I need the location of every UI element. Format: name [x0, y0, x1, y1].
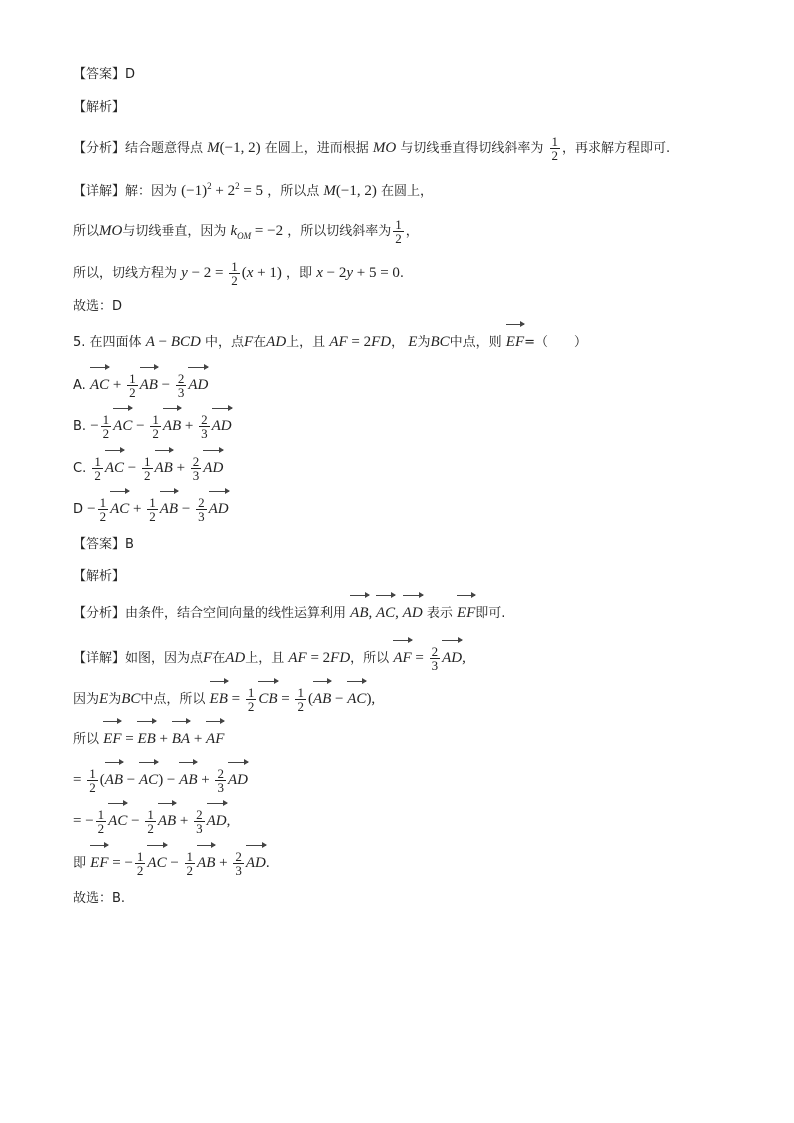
ef-sum-line: 所以 EF = EB + BA + AF [73, 730, 224, 749]
option-b-label: B. [73, 419, 87, 434]
q5-text-7: 中点，则 [449, 335, 502, 350]
fraction-half: $\frac{1}{2}$ [551, 134, 559, 163]
fenxi-line-1: 【分析】结合题意得点 M(−1, 2) 在圆上，进而根据 MO 与切线垂直得切线斜率为 $\frac{1}{2}$ ，再求解方程即可. [73, 134, 671, 163]
mo-line: 所以MO与切线垂直，因为 $k_{OM} = -2$ ，所以切线斜率为 $\frac{1}{2}$ ， [73, 217, 419, 246]
choose-line-1: 故选：D [73, 299, 123, 314]
option-a-label: A. [73, 378, 86, 393]
midpoint-text-3: 中点，所以 [140, 692, 206, 707]
tangent-line: 所以，切线方程为 y − 2 = $\frac{1}{2}$ (x + 1) ，即 x − 2y + 5 = 0. [73, 259, 405, 288]
answer-tag: 【答案】 [73, 537, 126, 552]
ef-step-2: = − $\frac{1}{2}$ AC − $\frac{1}{2}$ AB + $\frac{2}{3}$ AD, [73, 808, 230, 835]
question-5: 5. 在四面体 A − BCD 中，点F在AD上，且 AF = 2FD， E为BC中点，则 EF=（ ） [73, 333, 587, 352]
q5-text-5: ， [391, 335, 405, 350]
tangent-text-3: . [399, 266, 405, 281]
ef-step-1: = $\frac{1}{2}$ ( AB − AC) − AB + $\frac{2}{3}$ AD [73, 767, 248, 794]
fenxi-text-4: ，再求解方程即可. [562, 141, 671, 156]
analysis-heading-2 [73, 568, 125, 586]
option-a: A. AC + $\frac{1}{2}$ AB − $\frac{2}{3}$ AD [73, 372, 208, 399]
q5-text-4: 上，且 [286, 335, 326, 350]
math-sum-squares: $(-1)^2 + 2^2 = 5$ [181, 181, 264, 199]
fenxi-text-3: 与切线垂直得切线斜率为 [400, 141, 544, 156]
choose-line-2: 故选：B. [73, 891, 126, 906]
midpoint-text-1: 因为 [73, 692, 100, 707]
q5-text-8: =（ ） [524, 335, 588, 350]
xiangjie-text-2: ，所以点 [267, 184, 320, 199]
option-d: D − $\frac{1}{2}$ AC + $\frac{1}{2}$ AB − $\frac{2}{3}$ AD [73, 496, 229, 523]
fenxi2-text-1: 由条件，结合空间向量的线性运算利用 [125, 606, 347, 621]
mo-text-2: 与切线垂直，因为 [122, 224, 227, 239]
xiangjie-text-3: 在圆上， [380, 184, 433, 199]
tangent-text-2: ，即 [286, 266, 313, 281]
ji-text-1: 即 [73, 856, 87, 871]
xiangjie2-text-1: 如图，因为点 [125, 651, 204, 666]
mo-text-4: ， [405, 224, 419, 239]
mo-text-3: ，所以切线斜率为 [287, 224, 392, 239]
answer-line-2 [73, 536, 134, 554]
analysis-tag: 【解析】 [73, 569, 126, 584]
fenxi-line-2: 【分析】由条件，结合空间向量的线性运算利用 AB, AC, AD 表示 EF即可. [73, 604, 505, 623]
analysis-heading-1 [73, 99, 125, 117]
answer-value: B [125, 537, 134, 552]
midpoint-text-2: 为 [108, 692, 122, 707]
fenxi2-text-2: 表示 [426, 606, 453, 621]
q5-text-2: 中，点 [204, 335, 244, 350]
answer-value: D [125, 67, 136, 82]
ef-text-1: 所以 [73, 732, 100, 747]
option-b: B. − $\frac{1}{2}$ AC − $\frac{1}{2}$ AB + $\frac{2}{3}$ AD [73, 413, 232, 440]
math-point-m: M [207, 140, 220, 156]
q5-text-3: 在 [253, 335, 267, 350]
option-c-label: C. [73, 461, 87, 476]
xiangjie-tag: 【详解】 [73, 651, 126, 666]
option-c: C. $\frac{1}{2}$ AC − $\frac{1}{2}$ AB + $\frac{2}{3}$ AD [73, 455, 223, 482]
xiangjie-line-2: 【详解】如图，因为点F在AD上，且 AF = 2FD，所以 AF = $\frac{2}{3}$ AD, [73, 645, 466, 672]
ef-result: 即 EF = − $\frac{1}{2}$ AC − $\frac{1}{2}$ AB + $\frac{2}{3}$ AD. [73, 850, 270, 877]
xiangjie2-text-2: 在 [212, 651, 226, 666]
analysis-tag: 【解析】 [73, 100, 126, 115]
answer-tag: 【答案】 [73, 67, 126, 82]
xiangjie2-text-3: 上，且 [245, 651, 285, 666]
math-slope: $k_{OM}$ [230, 223, 252, 241]
mo-text-1: 所以 [73, 224, 100, 239]
math-mo: MO [372, 140, 397, 156]
q5-text-1: 5. 在四面体 [73, 335, 142, 350]
xiangjie-line-1: 【详解】解：因为 $(-1)^2 + 2^2 = 5$ ，所以点 M(−1, 2) 在圆上， [73, 181, 433, 199]
fenxi-text-2: 在圆上，进而根据 [264, 141, 369, 156]
q5-text-6: 为 [417, 335, 431, 350]
fenxi-text-1: 结合题意得点 [125, 141, 204, 156]
option-d-label: D [73, 502, 84, 517]
fenxi-tag: 【分析】 [73, 606, 126, 621]
answer-line-1 [73, 66, 135, 84]
fenxi2-text-3: 即可. [475, 606, 506, 621]
xiangjie-text-1: 解：因为 [125, 184, 178, 199]
fenxi-tag: 【分析】 [73, 141, 126, 156]
xiangjie-tag: 【详解】 [73, 184, 126, 199]
midpoint-line: 因为E为BC中点，所以 EB = $\frac{1}{2}$ CB = $\frac{1}{2}$ ( AB − AC), [73, 686, 375, 713]
tangent-text-1: 所以，切线方程为 [73, 266, 178, 281]
xiangjie2-text-4: ，所以 [350, 651, 390, 666]
